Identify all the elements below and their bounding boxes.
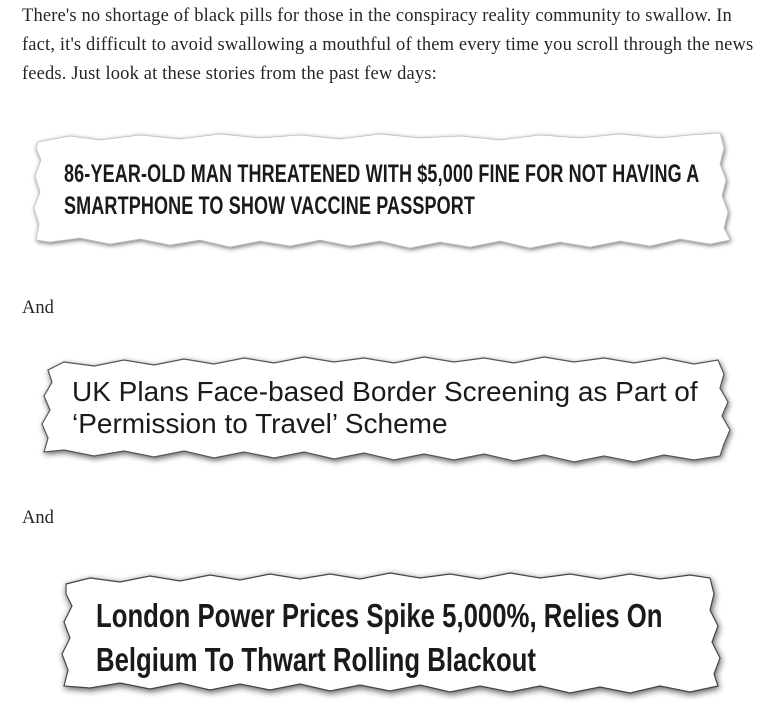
clipping-headline-3: London Power Prices Spike 5,000%, Relies On Belgium To Thwart Rolling Blackout xyxy=(96,597,663,678)
connector-text-2: And xyxy=(22,508,54,528)
clipping-headline-1: 86-YEAR-OLD MAN THREATENED WITH $5,000 FINE FOR NOT HAVING A SMARTPHONE TO SHOW VACCINE PASSPORT xyxy=(64,160,699,220)
news-clipping-2 xyxy=(34,352,740,468)
article-intro-paragraph: There's no shortage of black pills for those in the conspiracy reality community to swallow. In fact, it's difficult to avoid swallowing a mouthful of them every time you scroll through the news feeds. Just look at these stories from the past few days: xyxy=(22,6,754,84)
connector-text-1: And xyxy=(22,298,54,318)
news-clipping-3 xyxy=(50,568,728,700)
news-clipping-1 xyxy=(30,128,742,254)
clipping-headline-2: UK Plans Face-based Border Screening as Part of ‘Permission to Travel’ Scheme xyxy=(72,376,698,439)
